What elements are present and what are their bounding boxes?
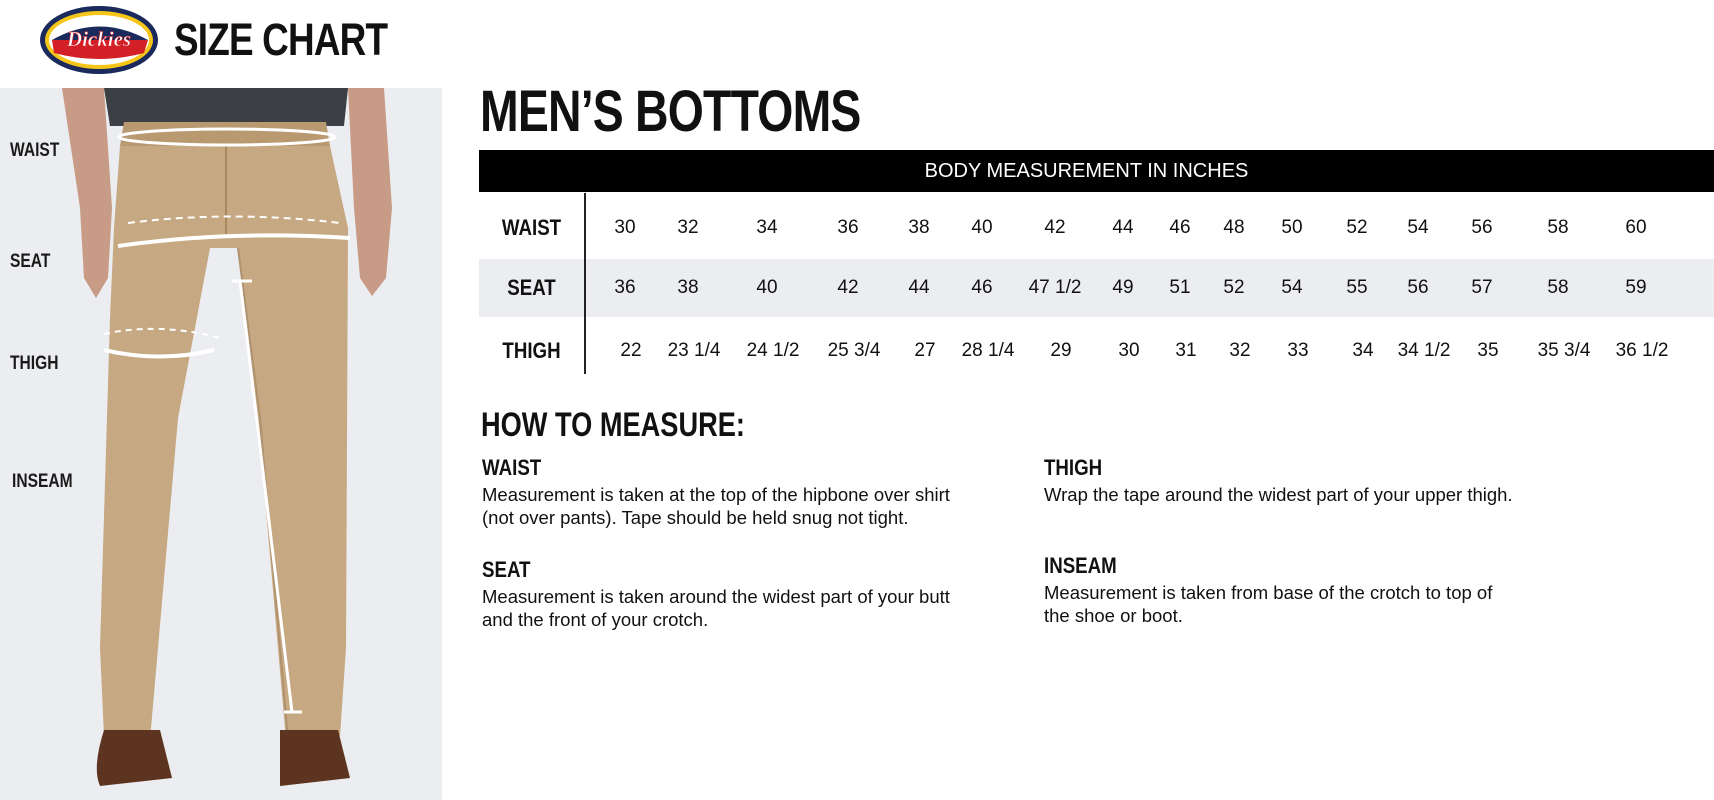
table-cell: 55 [1346, 277, 1368, 298]
table-cell: 54 [1281, 277, 1303, 298]
table-cell: 60 [1625, 217, 1647, 238]
table-row-seat [479, 259, 1714, 317]
table-cell: 33 [1287, 340, 1309, 361]
table-cell: 36 1/2 [1615, 340, 1669, 361]
measure-text-line: the shoe or boot. [1044, 605, 1183, 626]
table-header-label: BODY MEASUREMENT IN INCHES [924, 159, 1249, 182]
how-to-measure-title: HOW TO MEASURE: [481, 406, 745, 444]
table-cell: 28 1/4 [961, 340, 1015, 361]
table-cell: 40 [756, 277, 778, 298]
table-cell: 50 [1281, 217, 1303, 238]
table-header [479, 150, 1714, 192]
model-label-inseam: INSEAM [12, 471, 73, 492]
measure-thigh [1044, 455, 1564, 506]
row-label: WAIST [501, 215, 562, 240]
table-cell: 46 [971, 277, 993, 298]
table-cell: 32 [677, 217, 699, 238]
table-cell: 52 [1346, 217, 1368, 238]
measure-text [482, 585, 1002, 631]
size-chart-title: SIZE CHART [174, 14, 388, 65]
table-cell: 44 [1112, 217, 1134, 238]
table-cell: 31 [1175, 340, 1197, 361]
table-cell: 29 [1050, 340, 1072, 361]
dickies-logo [38, 3, 160, 77]
table-cell: 27 [914, 340, 936, 361]
table-cell: 58 [1547, 217, 1569, 238]
measure-heading: SEAT [482, 557, 531, 582]
pants-figure [0, 88, 442, 800]
measure-text [1044, 581, 1564, 627]
section-title: MEN’S BOTTOMS [480, 79, 861, 144]
table-cell: 58 [1547, 277, 1569, 298]
svg-text:Dickies: Dickies [66, 27, 132, 51]
measure-text [1044, 483, 1564, 506]
table-cell: 30 [614, 217, 636, 238]
table-cell: 42 [837, 277, 859, 298]
measure-heading: INSEAM [1044, 553, 1117, 578]
table-divider [584, 193, 586, 374]
table-row-waist [479, 199, 1714, 257]
measure-heading: THIGH [1044, 455, 1103, 480]
table-cell: 57 [1471, 277, 1493, 298]
table-cell: 38 [908, 217, 930, 238]
table-cell: 56 [1471, 217, 1493, 238]
table-cell: 36 [837, 217, 859, 238]
table-cell: 25 3/4 [827, 340, 881, 361]
table-cell: 22 [620, 340, 642, 361]
row-label: THIGH [502, 338, 561, 363]
model-label-waist: WAIST [10, 140, 60, 161]
table-row-thigh [479, 322, 1714, 380]
measure-waist [482, 455, 1002, 529]
measure-text-line: and the front of your crotch. [482, 609, 709, 630]
table-cell: 30 [1118, 340, 1140, 361]
measure-text-line: (not over pants). Tape should be held snug not tight. [482, 507, 909, 528]
table-cell: 52 [1223, 277, 1245, 298]
table-cell: 38 [677, 277, 699, 298]
table-cell: 35 [1477, 340, 1499, 361]
table-cell: 34 [756, 217, 778, 238]
measure-text-line: Measurement is taken from base of the crotch to top of [1044, 582, 1493, 603]
table-cell: 46 [1169, 217, 1191, 238]
table-cell: 51 [1169, 277, 1191, 298]
model-illustration [0, 88, 442, 800]
measure-seat [482, 557, 1002, 631]
table-cell: 24 1/2 [746, 340, 800, 361]
table-cell: 32 [1229, 340, 1251, 361]
measure-inseam [1044, 553, 1564, 627]
table-cell: 44 [908, 277, 930, 298]
table-cell: 59 [1625, 277, 1647, 298]
table-cell: 54 [1407, 217, 1429, 238]
table-cell: 23 1/4 [667, 340, 721, 361]
table-cell: 42 [1044, 217, 1066, 238]
model-label-seat: SEAT [10, 251, 51, 272]
table-cell: 40 [971, 217, 993, 238]
table-cell: 48 [1223, 217, 1245, 238]
model-label-thigh: THIGH [10, 353, 59, 374]
row-label: SEAT [507, 275, 556, 300]
brand-header [38, 0, 434, 80]
measure-heading: WAIST [482, 455, 542, 480]
table-cell: 49 [1112, 277, 1134, 298]
table-cell: 35 3/4 [1537, 340, 1591, 361]
measure-text [482, 483, 1002, 529]
measure-text-line: Wrap the tape around the widest part of your upper thigh. [1044, 484, 1513, 505]
table-cell: 34 1/2 [1397, 340, 1451, 361]
table-cell: 34 [1352, 340, 1374, 361]
table-cell: 36 [614, 277, 636, 298]
measure-text-line: Measurement is taken at the top of the hipbone over shirt [482, 484, 950, 505]
table-cell: 56 [1407, 277, 1429, 298]
table-cell: 47 1/2 [1028, 277, 1082, 298]
measure-text-line: Measurement is taken around the widest part of your butt [482, 586, 950, 607]
